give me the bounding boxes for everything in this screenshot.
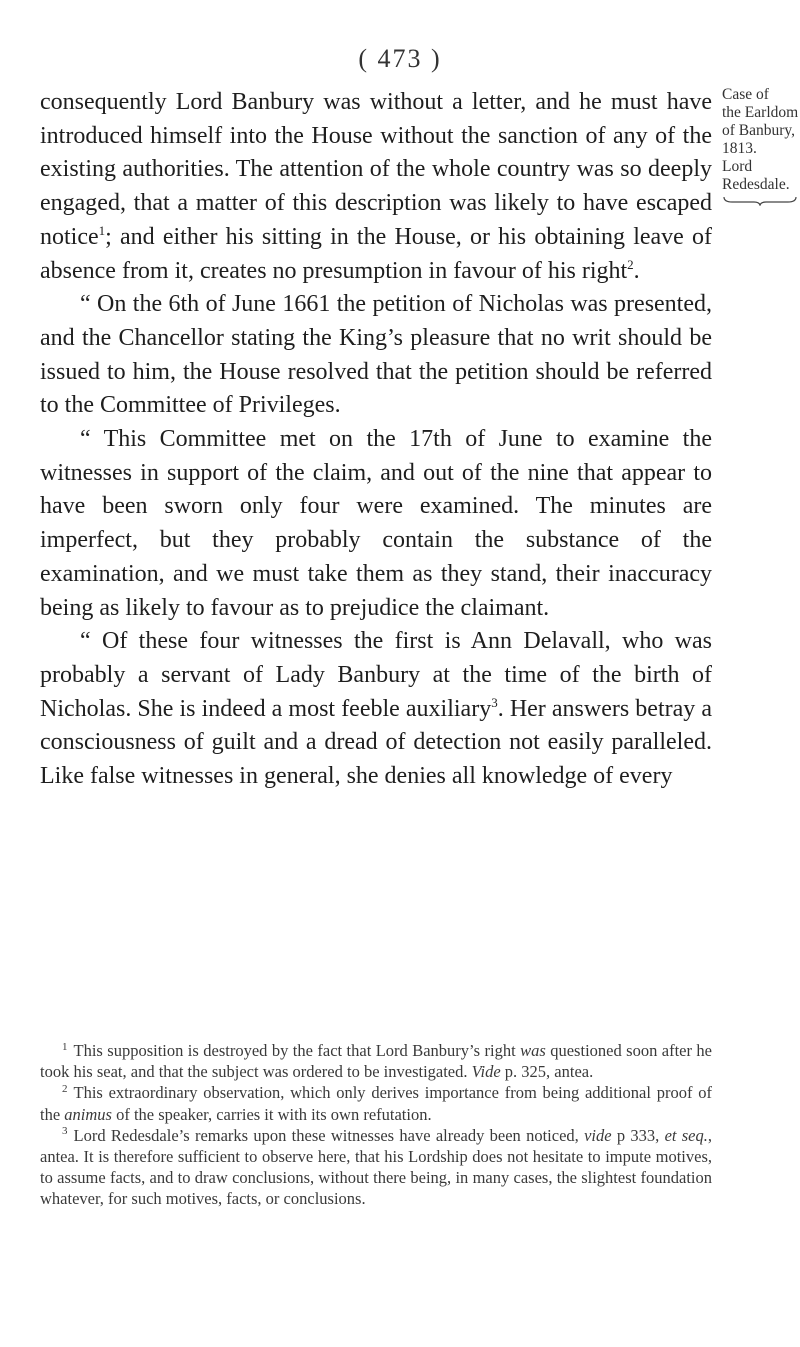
- margin-note-line: Redesdale.: [722, 176, 790, 193]
- footnote: $^1$ This supposition is destroyed by the fact that Lord Banbury’s right was questioned soon after he took his seat, and that the subject was ordered to be investigated. Vide p. 325, antea.: [40, 1040, 713, 1082]
- margin-note-line: 1813.: [722, 140, 757, 157]
- margin-note-line: Case of: [722, 86, 769, 103]
- brace-icon: [722, 196, 798, 206]
- paragraph: “ On the 6th of June 1661 the petition of Nicholas was presented, and the Chancellor stating the King’s pleasure that no writ should be issued to him, the House resolved that the petition should be referred to the Committee of Privileges.: [40, 291, 712, 419]
- paragraph: “ Of these four witnesses the first is Ann Delavall, who was probably a servant of Lady Banbury at the time of the birth of Nicholas. She is indeed a most feeble auxiliary$^3$. Her answers betray a consciousness of guilt and a dread of detection not easily paralleled. Like false witnesses in general, she denies all knowledge of every: [40, 628, 713, 790]
- margin-note: [722, 86, 800, 206]
- footnote-ref: 2: [627, 256, 634, 272]
- margin-note-line: the Earldom: [722, 104, 799, 121]
- paragraph: “ This Committee met on the 17th of June to examine the witnesses in support of the claim, and out of the nine that appear to have been sworn only four were examined. The minutes are imperfect, but they probably contain the substance of the examination, and we must take them as they stand, their inaccuracy being as likely to favour as to prejudice the claimant.: [40, 426, 712, 621]
- page-number: ( 473 ): [358, 44, 442, 73]
- footnote-ref: 3: [491, 694, 498, 710]
- margin-note-line: Lord: [722, 158, 753, 175]
- footnote: $^3$ Lord Redesdale’s remarks upon these witnesses have already been noticed, vide p 333, et seq., antea. It is therefore sufficient to observe here, that his Lordship does not hesitate to impute motives, to assume facts, and to draw conclusions, without there being, in many cases, the slightest foundation whatever, for such motives, facts, or conclusions.: [40, 1125, 713, 1209]
- paragraph: consequently Lord Banbury was without a letter, and he must have introduced himself into the House without the sanction of any of the existing authorities. The attention of the whole country was so deeply engaged, that a matter of this description was likely to have escaped notice$^1$; and either his sitting in the House, or his obtaining leave of absence from it, creates no presumption in favour of his right$^2$.: [40, 89, 712, 284]
- body-text: [40, 86, 712, 794]
- footnote-ref: 1: [98, 222, 106, 238]
- footnote: $^2$ This extraordinary observation, which only derives importance from being additional proof of the animus of the speaker, carries it with its own refutation.: [40, 1082, 712, 1124]
- footnotes: [40, 1040, 712, 1210]
- margin-note-line: of Banbury,: [722, 122, 796, 139]
